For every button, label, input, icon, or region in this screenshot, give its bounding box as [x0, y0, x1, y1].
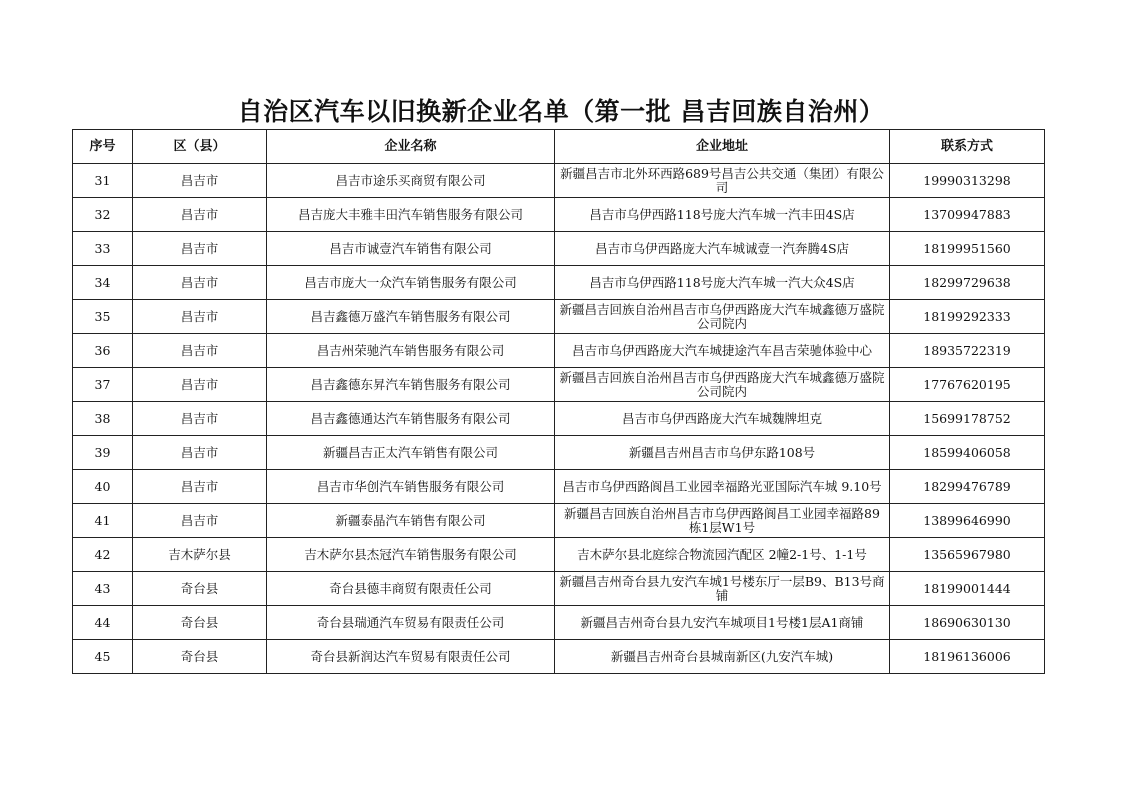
cell-district: 昌吉市 — [133, 198, 267, 232]
cell-company-name: 昌吉州荣驰汽车销售服务有限公司 — [267, 334, 555, 368]
table-row — [73, 232, 1045, 266]
cell-company-address: 昌吉市乌伊西路庞大汽车城魏牌坦克 — [555, 402, 890, 436]
table-row — [73, 164, 1045, 198]
cell-index: 31 — [73, 164, 133, 198]
table-row — [73, 368, 1045, 402]
cell-district: 昌吉市 — [133, 266, 267, 300]
table-row — [73, 334, 1045, 368]
cell-index: 38 — [73, 402, 133, 436]
cell-company-address: 新疆昌吉州奇台县城南新区(九安汽车城) — [555, 640, 890, 674]
header-contact: 联系方式 — [890, 130, 1045, 164]
table-row — [73, 266, 1045, 300]
cell-company-name: 奇台县德丰商贸有限责任公司 — [267, 572, 555, 606]
cell-district: 昌吉市 — [133, 402, 267, 436]
cell-contact: 18199951560 — [890, 232, 1045, 266]
cell-index: 40 — [73, 470, 133, 504]
cell-district: 昌吉市 — [133, 334, 267, 368]
cell-contact: 18299476789 — [890, 470, 1045, 504]
table-row — [73, 504, 1045, 538]
header-index: 序号 — [73, 130, 133, 164]
cell-index: 39 — [73, 436, 133, 470]
cell-company-name: 新疆昌吉正太汽车销售有限公司 — [267, 436, 555, 470]
cell-index: 33 — [73, 232, 133, 266]
cell-district: 昌吉市 — [133, 232, 267, 266]
table-row — [73, 640, 1045, 674]
cell-company-name: 昌吉鑫德通达汽车销售服务有限公司 — [267, 402, 555, 436]
cell-company-name: 昌吉市诚壹汽车销售有限公司 — [267, 232, 555, 266]
cell-index: 37 — [73, 368, 133, 402]
cell-company-name: 昌吉市途乐买商贸有限公司 — [267, 164, 555, 198]
header-company-name: 企业名称 — [267, 130, 555, 164]
cell-index: 44 — [73, 606, 133, 640]
cell-contact: 19990313298 — [890, 164, 1045, 198]
cell-company-name: 昌吉鑫德万盛汽车销售服务有限公司 — [267, 300, 555, 334]
table-row — [73, 572, 1045, 606]
table-header-row — [73, 130, 1045, 164]
cell-company-name: 奇台县新润达汽车贸易有限责任公司 — [267, 640, 555, 674]
table-row — [73, 198, 1045, 232]
cell-company-name: 昌吉鑫德东昇汽车销售服务有限公司 — [267, 368, 555, 402]
cell-district: 吉木萨尔县 — [133, 538, 267, 572]
cell-company-name: 新疆泰晶汽车销售有限公司 — [267, 504, 555, 538]
header-company-address: 企业地址 — [555, 130, 890, 164]
cell-company-address: 新疆昌吉回族自治州昌吉市乌伊西路阆昌工业园幸福路89栋1层W1号 — [555, 504, 890, 538]
cell-district: 昌吉市 — [133, 368, 267, 402]
cell-company-address: 新疆昌吉回族自治州昌吉市乌伊西路庞大汽车城鑫德万盛院公司院内 — [555, 300, 890, 334]
cell-company-address: 新疆昌吉州奇台县九安汽车城项目1号楼1层A1商铺 — [555, 606, 890, 640]
table-row — [73, 402, 1045, 436]
cell-district: 奇台县 — [133, 572, 267, 606]
table-row — [73, 470, 1045, 504]
cell-company-address: 新疆昌吉市北外环西路689号昌吉公共交通（集团）有限公司 — [555, 164, 890, 198]
cell-contact: 15699178752 — [890, 402, 1045, 436]
cell-company-address: 昌吉市乌伊西路庞大汽车城捷途汽车昌吉荣驰体验中心 — [555, 334, 890, 368]
cell-company-address: 新疆昌吉州奇台县九安汽车城1号楼东厅一层B9、B13号商铺 — [555, 572, 890, 606]
cell-company-name: 昌吉庞大丰雅丰田汽车销售服务有限公司 — [267, 198, 555, 232]
cell-index: 35 — [73, 300, 133, 334]
cell-company-address: 昌吉市乌伊西路庞大汽车城诚壹一汽奔腾4S店 — [555, 232, 890, 266]
cell-company-name: 昌吉市华创汽车销售服务有限公司 — [267, 470, 555, 504]
cell-contact: 18299729638 — [890, 266, 1045, 300]
table-row — [73, 606, 1045, 640]
cell-index: 34 — [73, 266, 133, 300]
cell-contact: 18599406058 — [890, 436, 1045, 470]
cell-company-address: 新疆昌吉回族自治州昌吉市乌伊西路庞大汽车城鑫德万盛院公司院内 — [555, 368, 890, 402]
cell-district: 昌吉市 — [133, 470, 267, 504]
cell-contact: 18196136006 — [890, 640, 1045, 674]
cell-index: 42 — [73, 538, 133, 572]
cell-contact: 17767620195 — [890, 368, 1045, 402]
table-row — [73, 300, 1045, 334]
cell-index: 41 — [73, 504, 133, 538]
cell-company-name: 昌吉市庞大一众汽车销售服务有限公司 — [267, 266, 555, 300]
cell-index: 45 — [73, 640, 133, 674]
cell-company-address: 昌吉市乌伊西路阆昌工业园幸福路光亚国际汽车城 9.10号 — [555, 470, 890, 504]
company-table — [72, 129, 1045, 674]
cell-index: 36 — [73, 334, 133, 368]
cell-company-address: 新疆昌吉州昌吉市乌伊东路108号 — [555, 436, 890, 470]
cell-company-name: 吉木萨尔县杰冠汽车销售服务有限公司 — [267, 538, 555, 572]
cell-district: 昌吉市 — [133, 164, 267, 198]
cell-district: 奇台县 — [133, 606, 267, 640]
cell-index: 43 — [73, 572, 133, 606]
header-district: 区（县） — [133, 130, 267, 164]
table-row — [73, 436, 1045, 470]
cell-company-address: 昌吉市乌伊西路118号庞大汽车城一汽丰田4S店 — [555, 198, 890, 232]
cell-district: 昌吉市 — [133, 436, 267, 470]
page-title: 自治区汽车以旧换新企业名单（第一批 昌吉回族自治州） — [237, 97, 885, 126]
cell-contact: 18690630130 — [890, 606, 1045, 640]
cell-contact: 18199001444 — [890, 572, 1045, 606]
cell-index: 32 — [73, 198, 133, 232]
cell-contact: 13899646990 — [890, 504, 1045, 538]
cell-district: 奇台县 — [133, 640, 267, 674]
cell-contact: 13565967980 — [890, 538, 1045, 572]
cell-contact: 18935722319 — [890, 334, 1045, 368]
cell-contact: 13709947883 — [890, 198, 1045, 232]
cell-company-name: 奇台县瑞通汽车贸易有限责任公司 — [267, 606, 555, 640]
cell-district: 昌吉市 — [133, 300, 267, 334]
cell-company-address: 吉木萨尔县北庭综合物流园汽配区 2幢2-1号、1-1号 — [555, 538, 890, 572]
cell-district: 昌吉市 — [133, 504, 267, 538]
table-row — [73, 538, 1045, 572]
cell-contact: 18199292333 — [890, 300, 1045, 334]
cell-company-address: 昌吉市乌伊西路118号庞大汽车城一汽大众4S店 — [555, 266, 890, 300]
